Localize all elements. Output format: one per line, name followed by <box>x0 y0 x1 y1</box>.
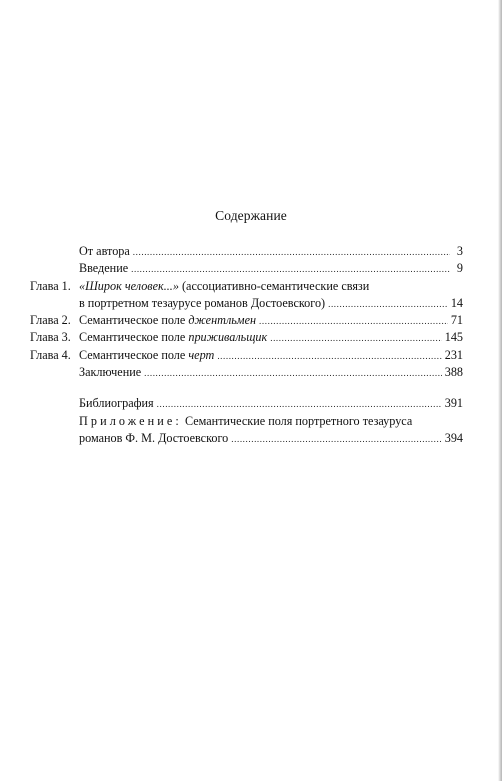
toc-entry-label: Глава 2. <box>30 313 71 328</box>
toc-leader-dots <box>133 244 450 261</box>
toc-entry-chapter-3[interactable] <box>30 329 463 346</box>
toc-entry-bibliography[interactable] <box>30 395 463 412</box>
toc-entry-page: 3 <box>456 244 463 258</box>
toc-entry-title <box>79 278 369 295</box>
toc-entry-page: 231 <box>444 347 463 362</box>
toc-entry-title-prefix: Семантическое поле <box>79 313 189 328</box>
toc-entry-label: Глава 3. <box>30 330 71 345</box>
toc-entry-page: 9 <box>456 261 463 276</box>
toc-entry-title-italic: «Широк человек...» <box>79 278 179 293</box>
toc-entry-page: 71 <box>450 313 463 328</box>
toc-leader-dots <box>157 396 442 413</box>
toc-entry-title-line2: в портретном тезаурусе романов Достоевского) <box>79 295 326 310</box>
toc-leader-dots <box>328 296 448 313</box>
table-of-contents <box>30 243 463 447</box>
toc-leader-dots <box>217 348 441 365</box>
toc-entry-chapter-2[interactable] <box>30 312 463 329</box>
toc-entry-title: Заключение <box>79 365 142 380</box>
toc-entry-title-spaced: Приложение: <box>79 413 182 428</box>
toc-leader-dots <box>270 330 442 347</box>
toc-entry-title-prefix: Семантическое поле <box>79 330 189 345</box>
toc-entry-title-italic: джентльмен <box>188 313 257 328</box>
toc-entry-label: Глава 1. <box>30 278 71 293</box>
toc-entry-title <box>79 312 256 329</box>
toc-entry-page: 391 <box>444 396 463 411</box>
toc-entry-page: 388 <box>444 365 463 380</box>
toc-entry-appendix-continued[interactable] <box>30 430 463 447</box>
toc-entry-title-prefix: Семантическое поле <box>79 347 189 362</box>
toc-leader-dots <box>259 313 448 330</box>
toc-leader-dots <box>231 431 441 448</box>
toc-entry-chapter-4[interactable] <box>30 347 463 364</box>
toc-entry-title-rest: (ассоциативно-семантические связи <box>178 278 370 293</box>
toc-entry-chapter-1[interactable] <box>30 278 463 295</box>
toc-leader-dots <box>131 261 450 278</box>
toc-entry-title-rest: Семантические поля портретного тезауруса <box>181 413 413 428</box>
toc-entry-title <box>79 413 412 430</box>
toc-entry-title-line2: романов Ф. М. Достоевского <box>79 430 229 445</box>
toc-entry-conclusion[interactable] <box>30 364 463 381</box>
toc-entry-foreword[interactable] <box>30 243 463 260</box>
toc-leader-dots <box>144 365 442 382</box>
toc-entry-page: 145 <box>444 330 463 345</box>
toc-entry-title <box>79 347 214 364</box>
toc-entry-title-italic: приживальщик <box>188 330 268 345</box>
toc-entry-title: От автора <box>79 244 130 258</box>
toc-entry-page: 394 <box>444 430 463 445</box>
toc-entry-title <box>79 329 267 346</box>
toc-entry-chapter-1-continued[interactable] <box>30 295 463 312</box>
toc-entry-title: Библиография <box>79 396 154 411</box>
toc-entry-appendix[interactable] <box>30 413 463 430</box>
toc-entry-introduction[interactable] <box>30 260 463 277</box>
toc-entry-title-italic: черт <box>188 347 215 362</box>
toc-heading: Содержание <box>215 208 287 223</box>
toc-entry-page: 14 <box>450 295 463 310</box>
toc-entry-label: Глава 4. <box>30 347 71 362</box>
page-edge-shadow <box>498 0 502 781</box>
toc-entry-title: Введение <box>79 261 129 276</box>
